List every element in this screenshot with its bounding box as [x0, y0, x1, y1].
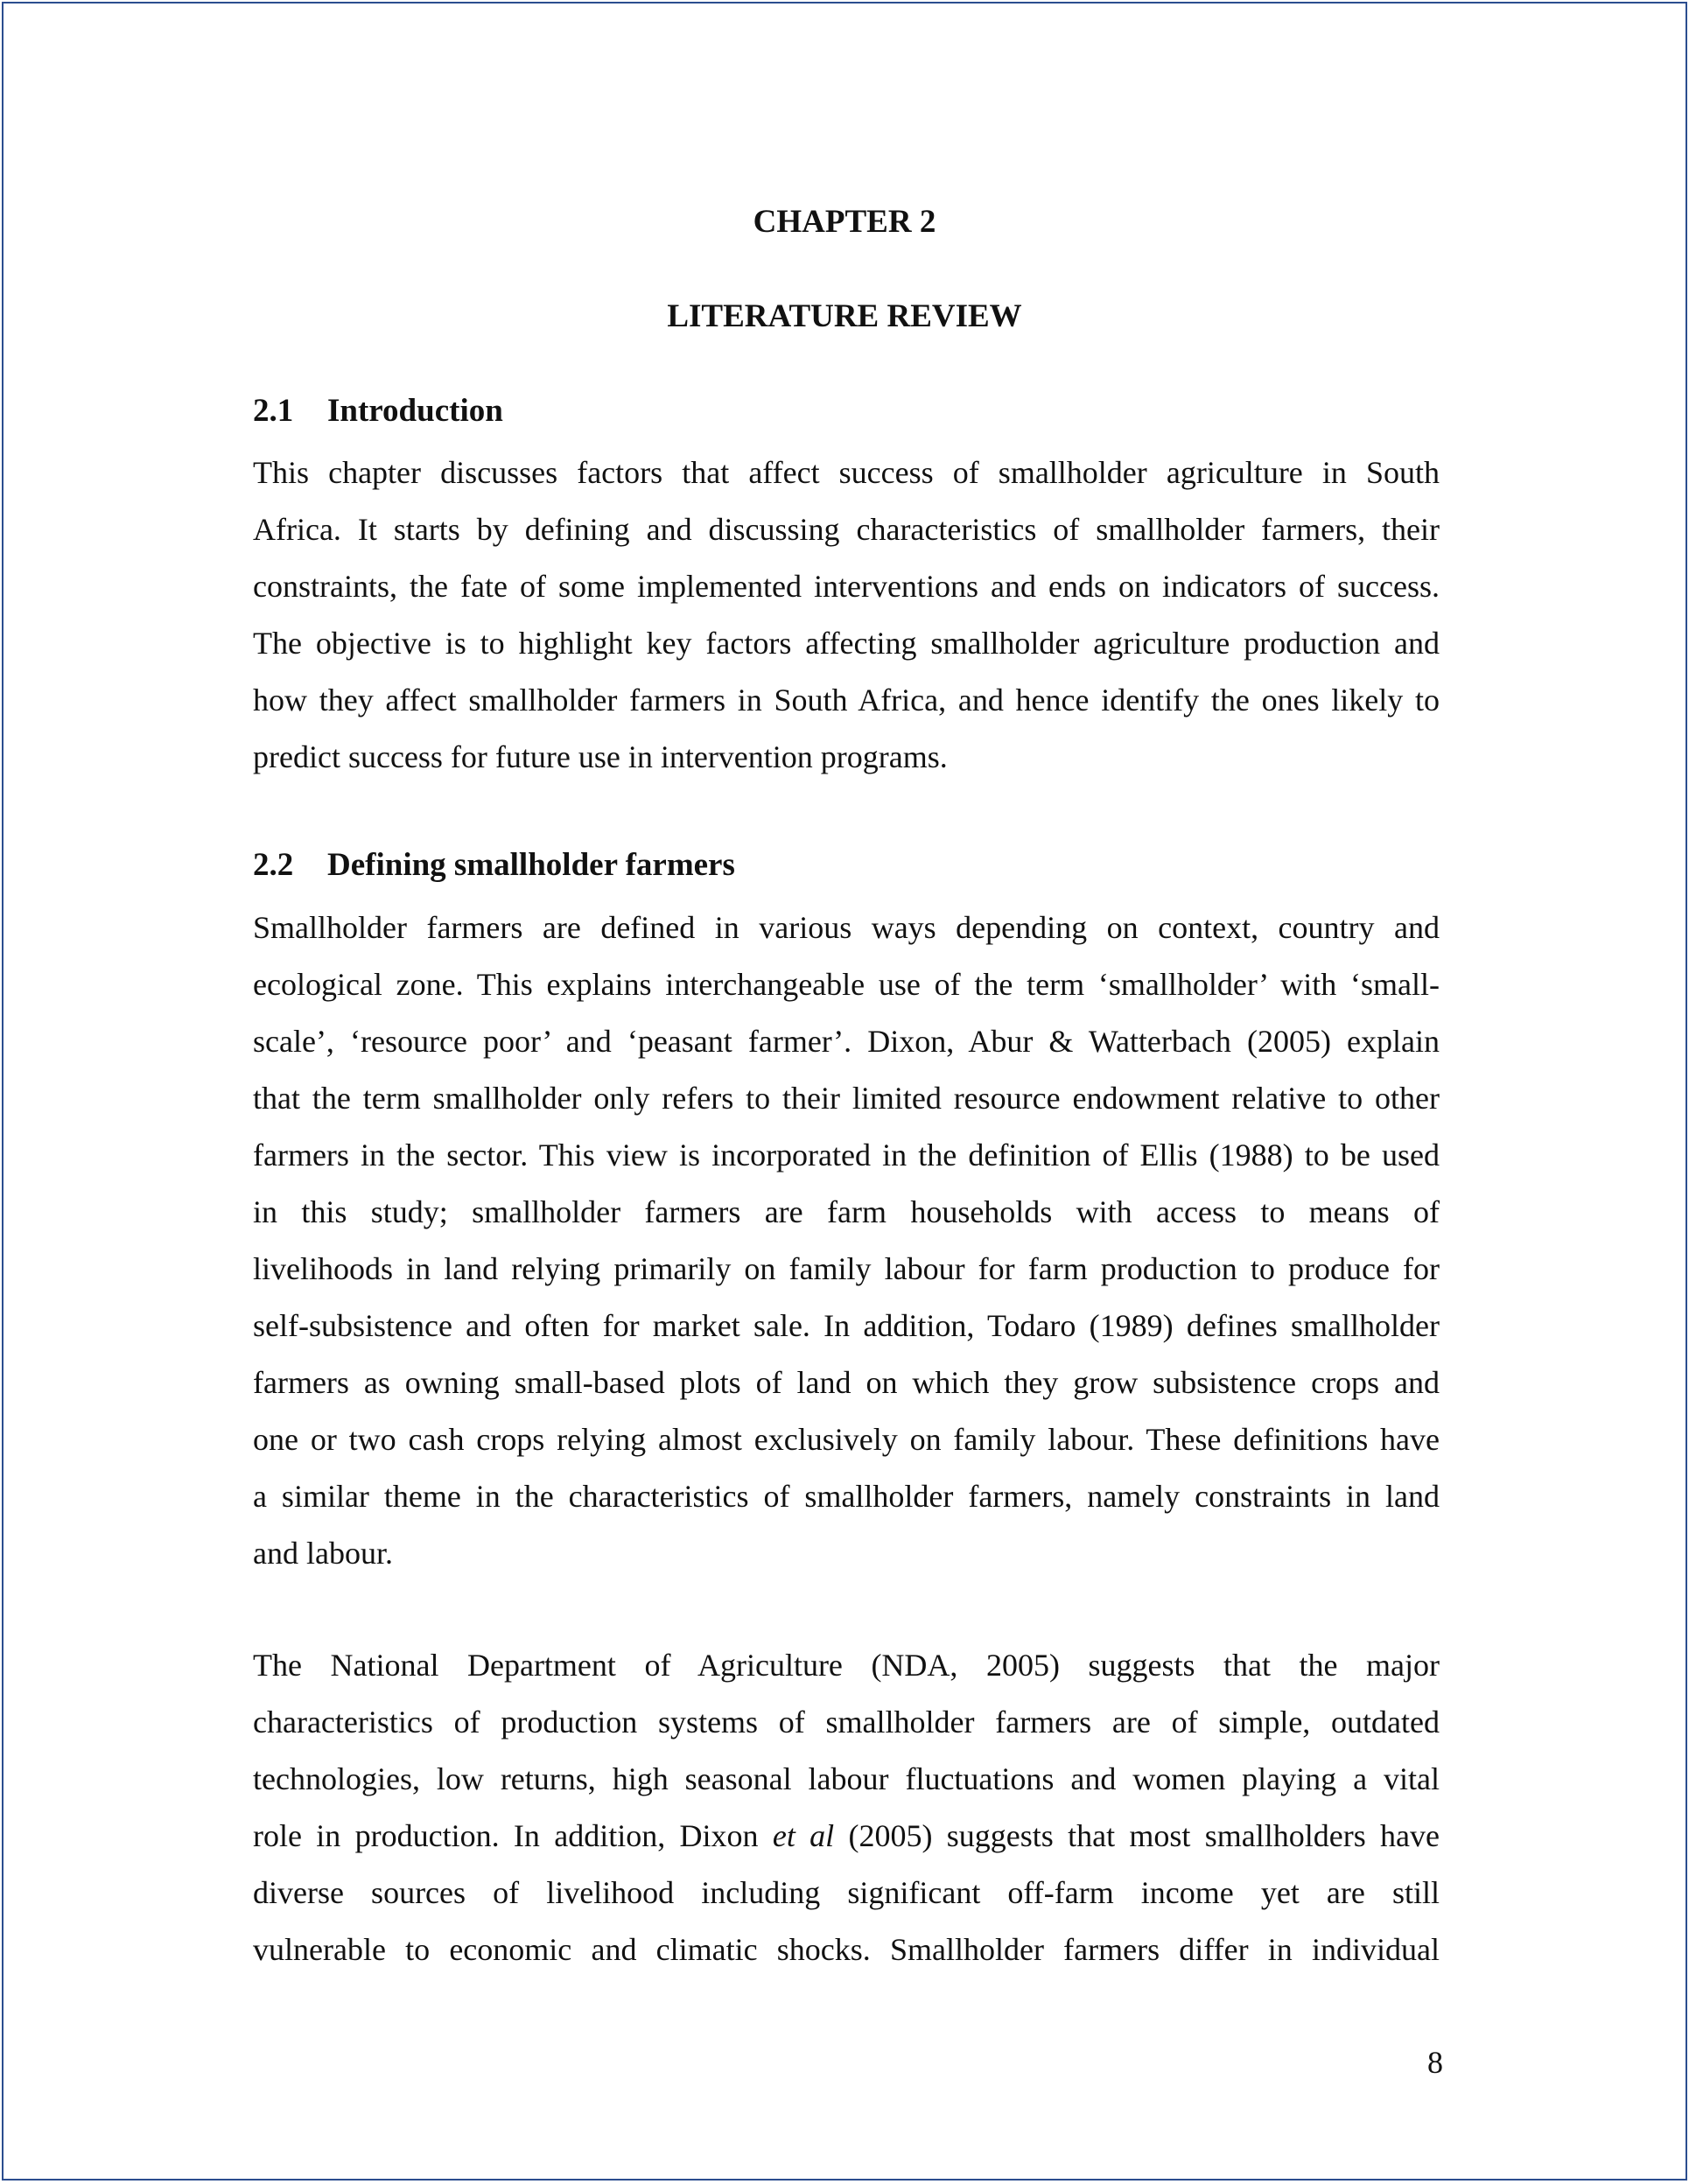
- paragraph-line-with-italic: [253, 1808, 1440, 1865]
- paragraph-line: in this study; smallholder farmers are farm households with access to means of: [253, 1194, 1440, 1229]
- text-run: role in production. In addition, Dixon: [253, 1818, 773, 1853]
- paragraph-line: This chapter discusses factors that affect success of smallholder agriculture in South: [253, 455, 1440, 490]
- paragraph-line: scale’, ‘resource poor’ and ‘peasant farmer’. Dixon, Abur & Watterbach (2005) explain: [253, 1024, 1440, 1059]
- paragraph-line: Smallholder farmers are defined in various ways depending on context, country and: [253, 910, 1440, 945]
- section-title: Defining smallholder farmers: [327, 847, 735, 883]
- paragraph-line: and labour.: [253, 1536, 393, 1571]
- paragraph-line: farmers in the sector. This view is incorporated in the definition of Ellis (1988) to be used: [253, 1138, 1440, 1172]
- paragraph-line: constraints, the fate of some implemented interventions and ends on indicators of success.: [253, 569, 1440, 604]
- section-title: Introduction: [327, 393, 503, 429]
- document-page: [2, 2, 1687, 2180]
- chapter-title: LITERATURE REVIEW: [667, 298, 1022, 334]
- paragraph-line: how they affect smallholder farmers in South Africa, and hence identify the ones likely to: [253, 682, 1440, 718]
- paragraph-line: characteristics of production systems of smallholder farmers are of simple, outdated: [253, 1704, 1440, 1740]
- section-number: 2.1: [253, 393, 294, 429]
- section-heading-introduction: [253, 392, 503, 430]
- paragraph-line: The National Department of Agriculture (NDA, 2005) suggests that the major: [253, 1648, 1440, 1683]
- paragraph-line: technologies, low returns, high seasonal labour fluctuations and women playing a vital: [253, 1761, 1440, 1796]
- paragraph-line: one or two cash crops relying almost exclusively on family labour. These definitions have: [253, 1422, 1440, 1457]
- paragraph-definitions: [253, 900, 1440, 1582]
- paragraph-nda-characteristics: [253, 1637, 1440, 1978]
- paragraph-line: Africa. It starts by defining and discussing characteristics of smallholder farmers, their: [253, 512, 1440, 547]
- page-number: 8: [1427, 2045, 1443, 2080]
- paragraph-line: ecological zone. This explains interchangeable use of the term ‘smallholder’ with ‘small-: [253, 967, 1440, 1002]
- paragraph-line: The objective is to highlight key factors affecting smallholder agriculture production and: [253, 626, 1440, 661]
- section-heading-defining-smallholder-farmers: [253, 846, 735, 884]
- chapter-label: CHAPTER 2: [753, 204, 936, 240]
- paragraph-line: vulnerable to economic and climatic shocks. Smallholder farmers differ in individual: [253, 1932, 1440, 1967]
- paragraph-line: predict success for future use in intervention programs.: [253, 739, 948, 774]
- paragraph-line: livelihoods in land relying primarily on family labour for farm production to produce for: [253, 1251, 1440, 1286]
- paragraph-line: self-subsistence and often for market sale. In addition, Todaro (1989) defines smallholder: [253, 1308, 1440, 1343]
- paragraph-line: diverse sources of livelihood including significant off-farm income yet are still: [253, 1875, 1440, 1910]
- paragraph-introduction: [253, 444, 1440, 786]
- italic-citation: et al: [772, 1818, 835, 1853]
- paragraph-line: farmers as owning small-based plots of land on which they grow subsistence crops and: [253, 1365, 1440, 1400]
- section-number: 2.2: [253, 847, 294, 883]
- paragraph-line: that the term smallholder only refers to their limited resource endowment relative to other: [253, 1081, 1440, 1116]
- text-run: (2005) suggests that most smallholders have: [834, 1818, 1440, 1853]
- paragraph-line: a similar theme in the characteristics of smallholder farmers, namely constraints in land: [253, 1479, 1440, 1514]
